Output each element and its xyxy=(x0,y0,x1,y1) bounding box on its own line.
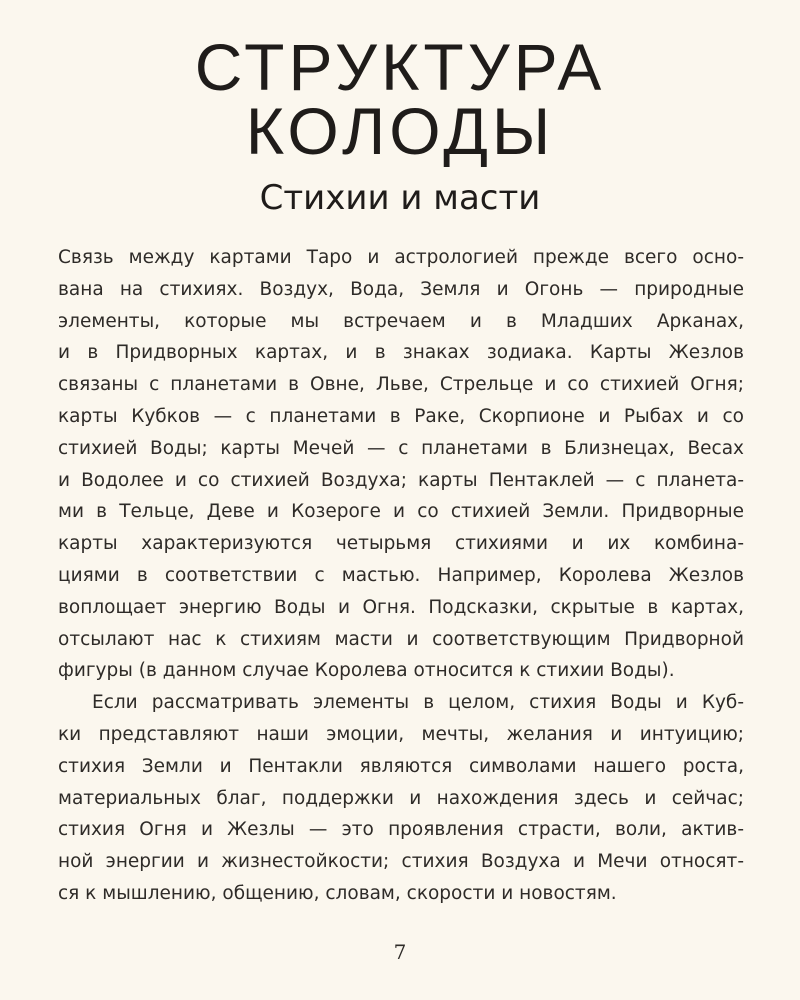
text-line: Связь между картами Таро и астрологией прежде всего осно- xyxy=(58,247,744,268)
text-line: отсылают нас к стихиям масти и соответствующим Придворной xyxy=(58,628,744,650)
text-line: фигуры (в данном случае Королева относится к стихии Воды). xyxy=(58,660,675,682)
text-line: карты характеризуются четырьмя стихиями и их комбина- xyxy=(58,533,744,555)
text-line: стихия Огня и Жезлы — это проявления страсти, воли, актив- xyxy=(58,819,744,841)
text-line: вана на стихиях. Воздух, Вода, Земля и Огонь — природные xyxy=(58,278,744,300)
text-line: циями в соответствии с мастью. Например, Королева Жезлов xyxy=(58,564,744,586)
text-line: ми в Тельце, Деве и Козероге и со стихией Земли. Придворные xyxy=(58,501,744,523)
text-line: воплощает энергию Воды и Огня. Подсказки, скрытые в картах, xyxy=(58,596,744,618)
text-line: материальных благ, поддержки и нахождения здесь и сейчас; xyxy=(58,787,744,809)
text-line: связаны с планетами в Овне, Льве, Стрельце и со стихией Огня; xyxy=(58,374,744,396)
text-line: ся к мышлению, общению, словам, скорости и новостям. xyxy=(58,882,617,904)
chapter-title-line-1: СТРУКТУРА xyxy=(194,30,606,104)
text-line: карты Кубков — с планетами в Раке, Скорпионе и Рыбах и со xyxy=(58,405,744,427)
chapter-title-line-2: КОЛОДЫ xyxy=(245,94,555,168)
text-line: ной энергии и жизнестойкости; стихия Воздуха и Мечи относят- xyxy=(58,851,744,873)
text-line: элементы, которые мы встречаем и в Младших Арканах, xyxy=(58,310,744,332)
text-line: стихией Воды; карты Мечей — с планетами в Близнецах, Весах xyxy=(58,437,744,459)
body-text xyxy=(58,242,744,910)
text-line: и Водолее и со стихией Воздуха; карты Пентаклей — с планета- xyxy=(58,469,744,491)
section-subtitle: Стихии и масти xyxy=(259,178,541,218)
page-number: 7 xyxy=(393,940,407,964)
paragraph-2 xyxy=(58,687,744,910)
text-line: Если рассматривать элементы в целом, стихия Воды и Куб- xyxy=(92,692,744,714)
paragraph-1 xyxy=(58,242,744,687)
text-line: стихия Земли и Пентакли являются символами нашего роста, xyxy=(58,755,744,777)
text-line: ки представляют наши эмоции, мечты, желания и интуицию; xyxy=(58,723,744,745)
text-line: и в Придворных картах, и в знаках зодиака. Карты Жезлов xyxy=(58,342,744,364)
